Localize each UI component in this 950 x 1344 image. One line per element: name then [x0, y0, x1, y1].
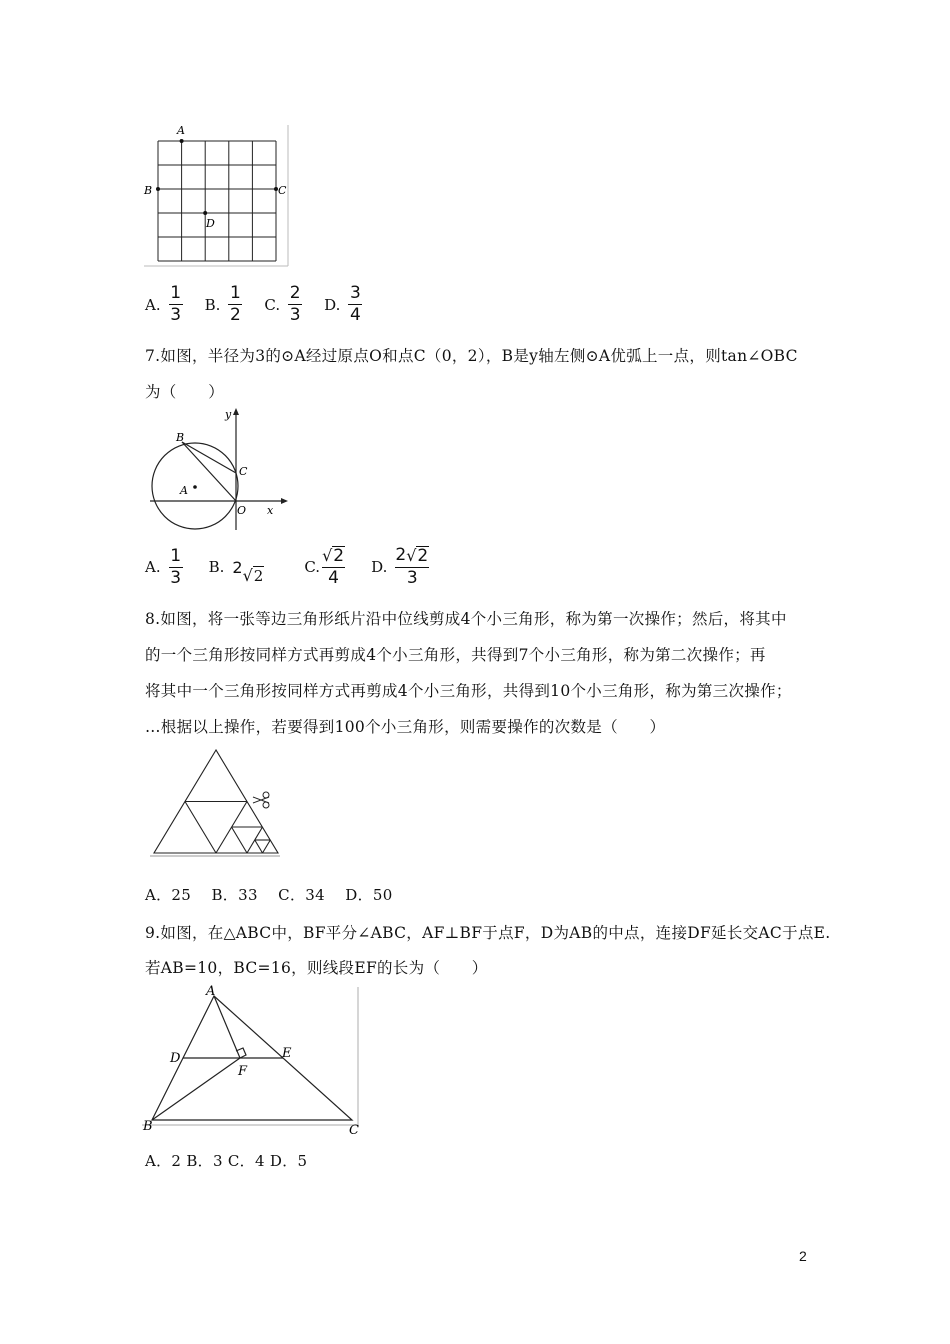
sqrt: √ 2 [242, 565, 264, 585]
q7-option-b: B. 2 √ 2 [208, 557, 264, 585]
q9-label-e: E [282, 1046, 292, 1061]
fraction: $\frac{3}{4}$ [349, 283, 361, 325]
q7-label-c: C [239, 465, 248, 478]
q6-label-a: A [177, 124, 185, 137]
q7-label-o: O [237, 504, 247, 517]
q6-options [145, 284, 362, 325]
q7-circle-figure [140, 405, 290, 535]
q9-options: A．2 B．3 C．4 D．5 [145, 1152, 308, 1170]
fraction: $\frac{1}{3}$ [170, 283, 182, 325]
fraction: 2 √ 2 3 [395, 545, 429, 588]
q6-option-d: D. $\frac{3}{4}$ [324, 283, 361, 325]
q8-question-line-4: …根据以上操作，若要得到100个小三角形，则需要操作的次数是（ ） [145, 718, 666, 736]
fraction: √ 2 4 [322, 546, 345, 588]
q8-options: A．25 B．33 C．34 D．50 [145, 886, 393, 904]
q9-question-line-2: 若AB=10，BC=16，则线段EF的长为（ ） [145, 959, 488, 977]
q8-question-line-3: 将其中一个三角形按同样方式再剪成4个小三角形，共得到10个小三角形，称为第三次操作； [145, 682, 792, 700]
q8-question-line-1: 8.如图，将一张等边三角形纸片沿中位线剪成4个小三角形，称为第一次操作；然后，将其中 [145, 610, 787, 628]
q7-label-a: A [180, 484, 188, 497]
q7-label-b: B [176, 431, 185, 444]
q6-label-b: B [144, 184, 153, 197]
q9-label-c: C [349, 1123, 359, 1138]
q6-option-a: A. $\frac{1}{3}$ [145, 283, 182, 325]
q7-question-line-1: 7.如图，半径为3的⊙A经过原点O和点C（0，2），B是y轴左侧⊙A优弧上一点，则tan∠OBC [145, 347, 798, 365]
q6-label-d: D [206, 217, 215, 230]
q7-option-a: A. $\frac{1}{3}$ [145, 545, 182, 588]
q8-question-line-2: 的一个三角形按同样方式再剪成4个小三角形，共得到7个小三角形，称为第二次操作；再 [145, 646, 766, 664]
q9-label-a: A [206, 984, 216, 999]
page-number: 2 [799, 1248, 807, 1264]
q8-triangle-figure [150, 745, 285, 860]
q7-label-y: y [225, 408, 232, 421]
q6-option-c: C. $\frac{2}{3}$ [264, 283, 301, 325]
q7-option-c: C. √ 2 4 [304, 546, 345, 588]
q7-options [145, 546, 429, 588]
q6-label-c: C [278, 184, 287, 197]
q9-label-f: F [238, 1064, 248, 1079]
q6-option-b: B. $\frac{1}{2}$ [204, 283, 241, 325]
q9-triangle-figure [140, 982, 365, 1142]
fraction: $\frac{2}{3}$ [289, 283, 301, 325]
fraction: $\frac{1}{2}$ [229, 283, 241, 325]
q6-grid-figure [140, 120, 295, 270]
q7-label-x: x [267, 504, 274, 517]
q7-question-line-2: 为（ ） [145, 383, 225, 401]
q9-label-d: D [170, 1051, 181, 1066]
q9-question-line-1: 9.如图，在△ABC中，BF平分∠ABC，AF⊥BF于点F，D为AB的中点，连接DF延长交AC于点E. [145, 924, 831, 942]
fraction: $\frac{1}{3}$ [170, 545, 182, 588]
scissors-icon [253, 792, 269, 808]
q7-option-d: D. 2 √ 2 3 [371, 545, 429, 588]
q9-label-b: B [143, 1119, 153, 1134]
